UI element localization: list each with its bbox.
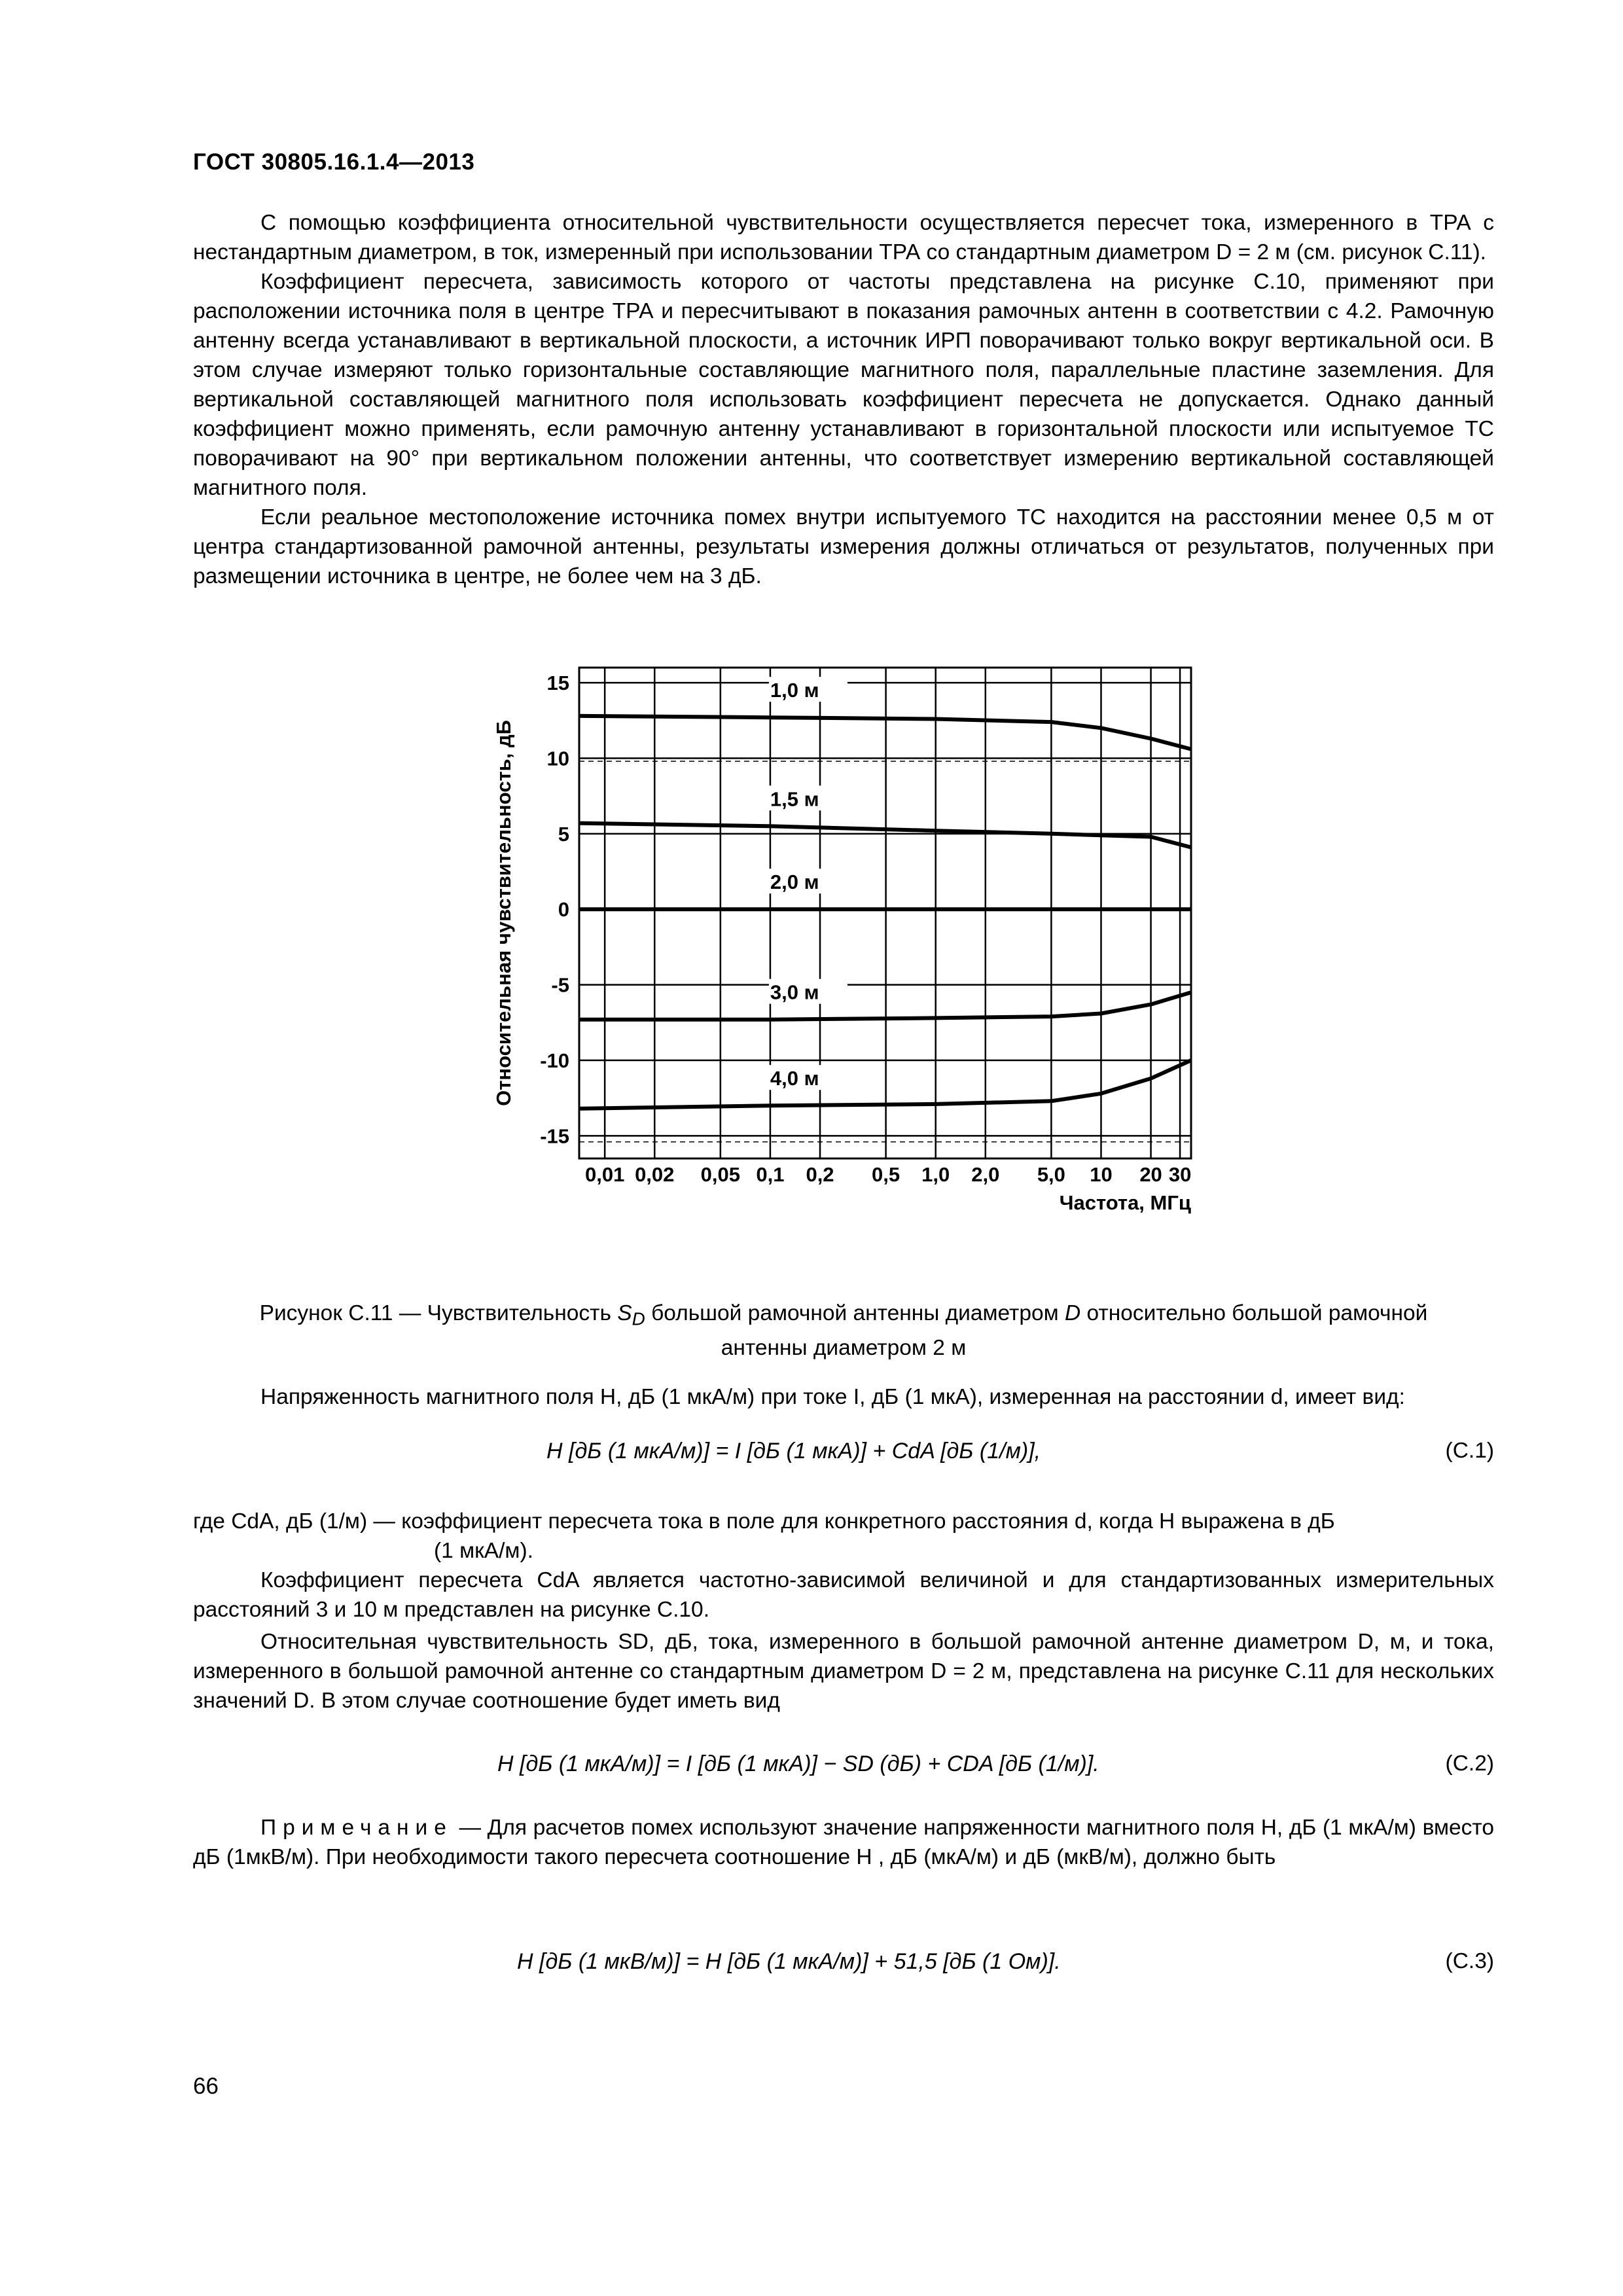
y-tick-label: -5 [551,973,569,997]
y-tick-label: 10 [546,747,569,770]
note-text: — Для расчетов помех используют значение напряженности магнитного поля H, дБ (1 мкА/м) вместо дБ (1мкВ/м). При необходимости такого пересчета соотношение H , дБ (мкА/м) и дБ (мкВ/м), должно быть [193,1816,1494,1869]
document-header: ГОСТ 30805.16.1.4—2013 [193,149,475,175]
x-tick-label: 0,1 [756,1163,785,1186]
paragraph-3: Если реальное местоположение источника помех внутри испытуемого ТС находится на расстоянии менее 0,5 м от центра стандартизованной рамочной антенны, результаты измерения должны отличаться от результатов, полученных при размещении источника в центре, не более чем на 3 дБ. [193,505,1494,588]
caption-line-2: антенны диаметром 2 м [721,1335,967,1360]
chart-canvas [484,655,1217,1217]
caption-symbol-s-sub: D [632,1308,645,1329]
note-paragraph [193,1813,1494,1872]
x-tick-label: 0,05 [700,1163,741,1186]
body-paragraph-4 [193,1382,1494,1412]
figure-caption [193,1299,1494,1363]
x-tick-label: 20 [1139,1163,1162,1186]
caption-part-1: Рисунок С.11 — Чувствительность [259,1301,618,1325]
x-tick-label: 1,0 [921,1163,950,1186]
formula-c1-number: (С.1) [1445,1439,1494,1463]
page-number: 66 [193,2073,219,2099]
x-axis-label: Частота, МГц [1059,1191,1191,1214]
x-tick-label: 0,01 [584,1163,625,1186]
paragraph-6: Относительная чувствительность SD, дБ, тока, измеренного в большой рамочной антенне диаметром D, м, и тока, измеренного в большой рамочной антенне со стандартным диаметром D = 2 м, представлена на рисунке С.11 для нескольких значений D. В этом случае соотношение будет иметь вид [193,1630,1494,1713]
body-paragraphs-5-6 [193,1566,1494,1715]
y-tick-label: -10 [540,1049,569,1072]
where-text: коэффициент пересчета тока в поле для конкретного расстояния d, когда H выражена в дБ [401,1509,1335,1534]
y-axis-label: Относительная чувствительность, дБ [492,720,515,1106]
paragraph-2: Коэффициент пересчета, зависимость которого от частоты представлена на рисунке С.10, применяют при расположении источника поля в центре ТРА и пересчитывают в показания рамочных антенн в соответствии с 4.2. Рамочную антенну всегда устанавливают в вертикальной плоскости, а источник ИРП поворачивают только вокруг вертикальной оси. В этом случае измеряют только горизонтальные составляющие магнитного поля, параллельные пластине заземления. Для вертикальной составляющей магнитного поля использовать коэффициент пересчета не допускается. Однако данный коэффициент можно применять, если рамочную антенну устанавливают в горизонтальной плоскости или испытуемое ТС поворачивают на 90° при вертикальном положении антенны, что соответствует измерению вертикальной составляющей магнитного поля. [193,270,1494,500]
where-continuation: (1 мкА/м). [434,1539,533,1563]
paragraph-1: С помощью коэффициента относительной чувствительности осуществляется пересчет тока, измеренного в ТРА с нестандартным диаметром, в ток, измеренный при использовании ТРА со стандартным диаметром D = 2 м (см. рисунок С.11). [193,211,1494,264]
formula-c3-number: (С.3) [1445,1949,1494,1973]
series-label: 2,0 м [770,870,819,894]
y-tick-label: 0 [558,898,569,922]
series-label: 4,0 м [770,1067,819,1090]
x-tick-label: 30 [1168,1163,1192,1186]
x-tick-label: 10 [1090,1163,1113,1186]
note-block [193,1813,1494,1872]
intro-text [193,208,1494,591]
paragraph-4: Напряженность магнитного поля H, дБ (1 мкА/м) при токе I, дБ (1 мкА), измеренная на расстоянии d, имеет вид: [260,1385,1405,1409]
y-tick-label: -15 [540,1124,569,1148]
y-tick-label: 15 [546,672,569,695]
where-clause [193,1507,1494,1566]
series-label: 1,0 м [770,679,819,702]
sensitivity-chart [484,655,1217,1217]
x-tick-label: 2,0 [971,1163,1000,1186]
x-tick-label: 0,5 [872,1163,901,1186]
x-tick-label: 0,02 [635,1163,675,1186]
paragraph-5: Коэффициент пересчета CdA является частотно-зависимой величиной и для стандартизованных измерительных расстояний 3 и 10 м представлен на рисунке С.10. [193,1568,1494,1622]
y-tick-label: 5 [558,822,569,846]
note-lead: Примечание [260,1816,453,1840]
x-tick-label: 0,2 [806,1163,834,1186]
caption-symbol-d: D [1064,1301,1081,1325]
formula-c1: H [дБ (1 мкА/м)] = I [дБ (1 мкА)] + CdA [дБ (1/м)], [546,1439,1041,1463]
caption-part-3: относительно большой рамочной [1080,1301,1428,1325]
caption-part-2: большой рамочной антенны диаметром [645,1301,1065,1325]
formula-c3: H [дБ (1 мкВ/м)] = H [дБ (1 мкА/м)] + 51,5 [дБ (1 Ом)]. [517,1949,1061,1974]
where-lead: где CdA, дБ (1/м) — [193,1509,395,1534]
caption-symbol-s: S [617,1301,632,1325]
series-label: 3,0 м [770,980,819,1004]
series-label: 1,5 м [770,787,819,811]
x-tick-label: 5,0 [1037,1163,1065,1186]
formula-c2-number: (С.2) [1445,1751,1494,1776]
formula-c2: H [дБ (1 мкА/м)] = I [дБ (1 мкА)] − SD (дБ) + CDA [дБ (1/м)]. [497,1751,1099,1776]
